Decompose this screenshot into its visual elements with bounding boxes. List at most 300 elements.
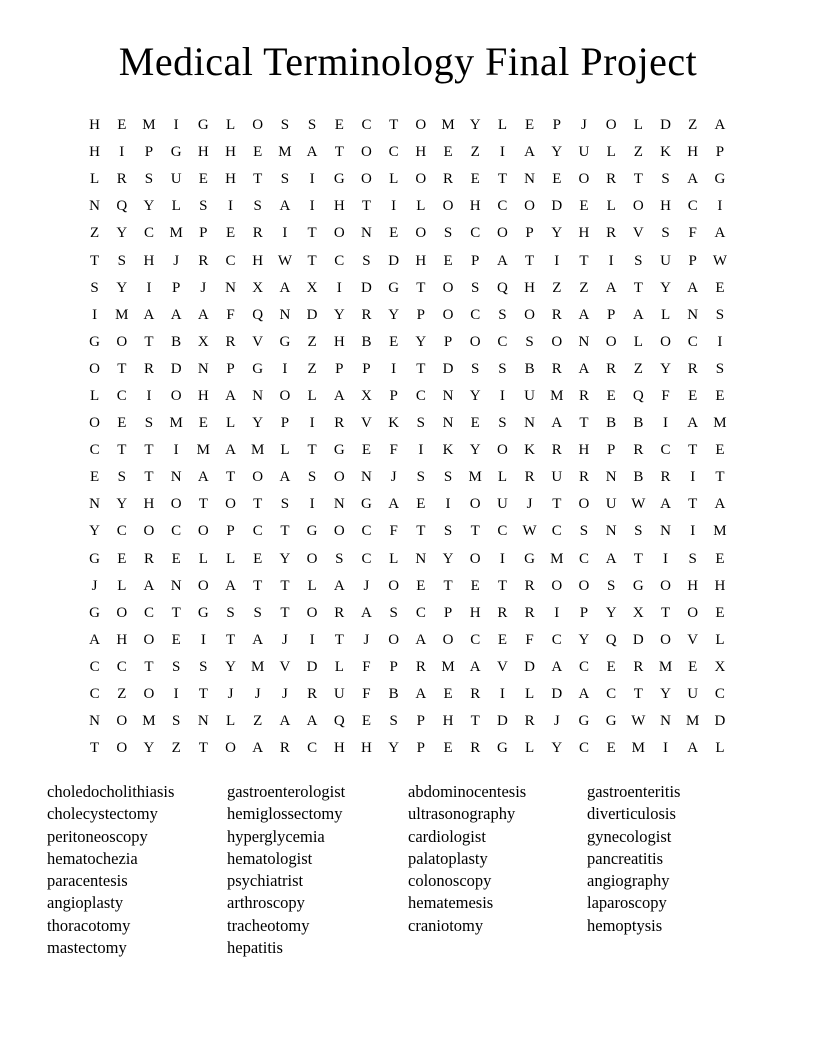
grid-letter: L [660, 306, 671, 323]
grid-letter: C [470, 225, 481, 242]
grid-letter: O [197, 577, 209, 594]
grid-letter: Y [551, 144, 563, 161]
grid-letter: Y [578, 631, 590, 648]
word-item: hemoptysis [587, 915, 663, 935]
grid-letter: I [200, 631, 206, 648]
grid-letter: Y [279, 550, 291, 567]
grid-letter: E [470, 171, 480, 188]
grid-letter: U [170, 171, 182, 188]
grid-letter: H [225, 144, 236, 161]
grid-letter: I [119, 144, 125, 161]
grid-letter: O [415, 225, 427, 242]
grid-letter: C [415, 604, 426, 621]
grid-letter: C [578, 550, 589, 567]
grid-letter: R [470, 686, 481, 703]
grid-letter: T [633, 171, 643, 188]
grid-letter: R [524, 713, 535, 730]
grid-letter: H [415, 144, 427, 161]
grid-letter: H [252, 252, 264, 269]
grid-letter: S [443, 469, 453, 486]
grid-letter: U [605, 496, 617, 513]
grid-letter: C [252, 523, 263, 540]
word-item: angioplasty [47, 893, 124, 913]
grid-letter: N [197, 360, 209, 377]
grid-letter: D [388, 252, 400, 269]
grid-letter: I [282, 360, 288, 377]
grid-letter: C [171, 523, 182, 540]
grid-letter: N [687, 306, 699, 323]
grid-letter: E [361, 442, 372, 459]
grid-letter: R [497, 604, 508, 621]
grid-letter: T [307, 252, 317, 269]
grid-letter: T [470, 713, 480, 730]
grid-letter: A [524, 144, 536, 161]
word-item: gastroenterologist [227, 782, 346, 801]
grid-letter: T [144, 469, 154, 486]
grid-letter: T [117, 360, 127, 377]
grid-letter: C [687, 333, 698, 350]
grid-letter: A [225, 387, 236, 404]
grid-letter: P [606, 442, 616, 459]
grid-letter: S [280, 117, 290, 134]
grid-letter: H [361, 740, 372, 757]
grid-letter: R [143, 550, 154, 567]
word-item: pancreatitis [587, 848, 664, 868]
grid-letter: F [362, 658, 371, 675]
grid-letter: I [554, 252, 560, 269]
grid-letter: S [90, 279, 99, 296]
grid-letter: E [117, 550, 127, 567]
grid-letter: H [197, 144, 209, 161]
grid-letter: C [497, 198, 508, 215]
grid-letter: S [634, 523, 643, 540]
grid-letter: I [554, 604, 560, 621]
word-item: abdominocentesis [408, 782, 527, 801]
grid-letter: I [282, 225, 288, 242]
grid-letter: T [280, 577, 290, 594]
grid-letter: D [632, 631, 644, 648]
grid-letter: R [307, 686, 318, 703]
grid-letter: B [388, 686, 399, 703]
grid-letter: X [361, 387, 372, 404]
grid-letter: O [388, 631, 400, 648]
grid-letter: R [633, 442, 644, 459]
grid-letter: R [578, 387, 589, 404]
grid-letter: O [225, 496, 236, 513]
grid-letter: Y [225, 658, 236, 675]
grid-letter: S [253, 198, 262, 215]
grid-letter: Y [116, 496, 128, 513]
grid-letter: S [498, 415, 507, 432]
grid-letter: J [254, 686, 261, 703]
grid-letter: S [688, 550, 697, 567]
grid-letter: H [714, 577, 726, 594]
grid-letter: Y [660, 686, 671, 703]
grid-letter: O [442, 631, 454, 648]
grid-letter: C [687, 198, 698, 215]
grid-letter: P [389, 658, 398, 675]
grid-letter: E [715, 550, 725, 567]
grid-letter: E [525, 117, 535, 134]
grid-letter: T [715, 469, 725, 486]
grid-letter: P [335, 360, 344, 377]
grid-letter: S [579, 523, 589, 540]
grid-letter: E [606, 740, 616, 757]
grid-letter: A [687, 279, 699, 296]
grid-letter: E [470, 415, 480, 432]
word-item: mastectomy [47, 938, 127, 958]
grid-letter: K [388, 415, 400, 432]
grid-letter: H [143, 496, 155, 513]
grid-letter: C [551, 631, 562, 648]
grid-letter: S [144, 171, 154, 188]
grid-letter: N [415, 550, 427, 567]
grid-letter: H [333, 333, 345, 350]
grid-letter: I [309, 631, 315, 648]
grid-letter: S [307, 117, 317, 134]
grid-letter: W [712, 252, 727, 269]
grid-letter: Z [117, 686, 127, 703]
grid-letter: O [551, 333, 563, 350]
grid-letter: V [252, 333, 264, 350]
grid-letter: N [170, 577, 182, 594]
grid-letter: P [525, 225, 534, 242]
grid-letter: A [225, 442, 236, 459]
grid-letter: J [553, 713, 560, 730]
grid-letter: O [333, 225, 345, 242]
grid-letter: L [497, 469, 507, 486]
grid-letter: L [171, 198, 181, 215]
grid-letter: R [143, 360, 154, 377]
grid-letter: I [690, 469, 696, 486]
grid-letter: P [471, 252, 480, 269]
grid-letter: L [225, 415, 236, 432]
grid-letter: O [551, 577, 563, 594]
grid-letter: R [279, 740, 290, 757]
grid-letter: Y [116, 225, 128, 242]
grid-letter: O [469, 550, 481, 567]
grid-letter: U [496, 496, 508, 513]
grid-letter: T [307, 225, 317, 242]
grid-letter: P [389, 387, 398, 404]
grid-letter: R [225, 333, 236, 350]
grid-letter: S [199, 658, 208, 675]
grid-letter: A [252, 631, 264, 648]
grid-letter: O [306, 550, 318, 567]
grid-letter: O [89, 415, 101, 432]
grid-letter: I [663, 415, 669, 432]
grid-letter: L [497, 117, 507, 134]
grid-letter: I [146, 279, 152, 296]
grid-letter: S [253, 604, 262, 621]
grid-letter: P [688, 252, 697, 269]
grid-letter: Y [660, 279, 671, 296]
grid-letter: D [496, 713, 508, 730]
grid-letter: P [144, 144, 154, 161]
grid-letter: L [606, 144, 616, 161]
grid-letter: S [416, 469, 426, 486]
grid-letter: G [524, 550, 536, 567]
grid-letter: R [415, 658, 426, 675]
grid-letter: I [418, 442, 424, 459]
word-item: gastroenteritis [587, 782, 681, 801]
grid-letter: L [416, 198, 426, 215]
grid-letter: H [197, 387, 209, 404]
grid-letter: A [333, 577, 345, 594]
grid-letter: T [144, 333, 154, 350]
grid-letter: O [660, 333, 671, 350]
grid-letter: L [198, 550, 208, 567]
grid-letter: N [660, 523, 671, 540]
grid-letter: S [144, 415, 154, 432]
grid-letter: A [89, 631, 101, 648]
word-item: gynecologist [587, 826, 672, 846]
grid-letter: O [660, 577, 671, 594]
grid-letter: G [89, 550, 101, 567]
grid-letter: H [578, 442, 590, 459]
grid-letter: O [306, 604, 318, 621]
grid-letter: J [390, 469, 397, 486]
word-list-column [408, 781, 526, 937]
grid-letter: R [578, 469, 589, 486]
grid-letter: T [579, 252, 589, 269]
grid-letter: G [252, 360, 264, 377]
word-item: cardiologist [408, 826, 486, 846]
grid-letter: O [143, 631, 155, 648]
grid-letter: O [225, 740, 236, 757]
word-item: hyperglycemia [227, 826, 325, 846]
grid-letter: M [196, 442, 211, 459]
grid-letter: C [361, 523, 372, 540]
grid-letter: G [361, 496, 372, 513]
grid-letter: A [714, 225, 726, 242]
grid-letter: N [524, 171, 536, 188]
grid-letter: T [552, 496, 562, 513]
grid-letter: M [686, 713, 700, 730]
grid-letter: E [334, 117, 344, 134]
grid-letter: N [89, 496, 101, 513]
grid-letter: O [578, 171, 590, 188]
grid-letter: R [606, 225, 617, 242]
grid-letter: T [280, 604, 290, 621]
grid-letter: E [443, 144, 453, 161]
grid-letter: G [333, 442, 345, 459]
grid-letter: O [333, 523, 345, 540]
grid-letter: N [170, 469, 182, 486]
grid-letter: B [524, 360, 535, 377]
grid-letter: V [496, 658, 508, 675]
grid-letter: Y [469, 387, 481, 404]
grid-letter: E [688, 387, 698, 404]
grid-letter: C [89, 658, 100, 675]
grid-letter: E [715, 279, 725, 296]
word-item: peritoneoscopy [47, 826, 148, 846]
grid-letter: S [606, 577, 616, 594]
grid-letter: I [663, 550, 669, 567]
grid-letter: O [252, 469, 264, 486]
grid-letter: T [253, 171, 263, 188]
grid-letter: O [116, 333, 128, 350]
grid-letter: X [714, 658, 726, 675]
grid-letter: M [115, 306, 129, 323]
grid-letter: I [717, 333, 723, 350]
grid-letter: G [632, 577, 644, 594]
grid-letter: H [469, 198, 481, 215]
grid-letter: A [279, 713, 291, 730]
grid-letter: S [226, 604, 235, 621]
page-title: Medical Terminology Final Project [118, 39, 698, 84]
word-item: craniotomy [408, 915, 484, 935]
grid-letter: C [497, 523, 508, 540]
grid-letter: E [361, 713, 372, 730]
grid-letter: D [714, 713, 726, 730]
grid-letter: O [660, 631, 671, 648]
grid-letter: O [469, 496, 481, 513]
grid-letter: D [442, 360, 454, 377]
grid-letter: A [714, 496, 726, 513]
grid-letter: U [660, 252, 671, 269]
grid-letter: L [225, 713, 236, 730]
grid-letter: S [171, 713, 181, 730]
grid-letter: H [524, 279, 536, 296]
grid-letter: J [200, 279, 207, 296]
grid-letter: A [306, 713, 318, 730]
grid-letter: J [281, 686, 288, 703]
grid-letter: E [198, 415, 208, 432]
grid-letter: Y [388, 306, 400, 323]
grid-letter: E [416, 496, 426, 513]
grid-letter: H [333, 740, 345, 757]
grid-letter: A [660, 496, 671, 513]
grid-letter: O [116, 713, 128, 730]
grid-letter: G [197, 117, 209, 134]
grid-letter: L [715, 631, 725, 648]
word-list-column [227, 781, 345, 959]
grid-letter: R [470, 740, 481, 757]
grid-letter: Y [388, 740, 400, 757]
grid-letter: O [632, 198, 644, 215]
grid-letter: P [280, 415, 290, 432]
grid-letter: T [579, 415, 589, 432]
word-item: diverticulosis [587, 804, 676, 824]
grid-letter: H [89, 117, 101, 134]
grid-letter: N [279, 306, 291, 323]
grid-letter: A [578, 360, 590, 377]
grid-letter: E [225, 225, 236, 242]
grid-letter: T [280, 523, 290, 540]
grid-letter: L [225, 117, 236, 134]
grid-letter: C [89, 686, 100, 703]
grid-letter: A [469, 658, 481, 675]
grid-letter: Z [579, 279, 589, 296]
grid-letter: N [660, 713, 671, 730]
word-item: arthroscopy [227, 893, 305, 913]
grid-letter: O [415, 171, 427, 188]
grid-letter: W [522, 523, 537, 540]
word-item: colonoscopy [408, 871, 492, 891]
grid-letter: A [687, 740, 699, 757]
word-item: ultrasonography [408, 804, 516, 824]
grid-letter: T [525, 252, 535, 269]
grid-letter: S [471, 279, 480, 296]
grid-letter: E [443, 252, 453, 269]
grid-letter: M [441, 117, 455, 134]
grid-letter: I [391, 360, 397, 377]
grid-letter: Y [469, 442, 481, 459]
grid-letter: Y [605, 604, 617, 621]
grid-letter: P [606, 306, 616, 323]
grid-letter: O [524, 306, 536, 323]
grid-letter: Z [171, 740, 181, 757]
grid-letter: C [116, 658, 127, 675]
grid-letter: U [578, 144, 590, 161]
grid-letter: R [660, 469, 671, 486]
grid-letter: A [252, 740, 264, 757]
grid-letter: G [496, 740, 508, 757]
grid-letter: F [688, 225, 697, 242]
grid-letter: Z [688, 117, 698, 134]
word-item: tracheotomy [227, 915, 310, 935]
grid-letter: R [551, 306, 562, 323]
grid-letter: S [389, 713, 398, 730]
grid-letter: M [169, 415, 183, 432]
grid-letter: J [91, 577, 98, 594]
grid-letter: I [228, 198, 234, 215]
grid-letter: N [225, 279, 236, 296]
grid-letter: C [470, 631, 481, 648]
grid-letter: J [363, 631, 370, 648]
grid-letter: I [717, 198, 723, 215]
grid-letter: G [388, 279, 400, 296]
grid-letter: M [658, 658, 673, 675]
grid-letter: B [171, 333, 182, 350]
grid-letter: I [499, 387, 505, 404]
grid-letter: C [470, 306, 481, 323]
grid-letter: O [687, 604, 699, 621]
word-item: choledocholithiasis [47, 782, 175, 801]
grid-letter: H [143, 252, 155, 269]
grid-letter: U [687, 686, 699, 703]
grid-letter: O [496, 225, 508, 242]
grid-letter: G [578, 713, 590, 730]
grid-letter: T [688, 442, 698, 459]
grid-letter: E [171, 550, 181, 567]
grid-letter: C [497, 333, 508, 350]
grid-letter: Z [633, 360, 643, 377]
grid-letter: Y [469, 117, 481, 134]
grid-letter: O [361, 144, 372, 161]
grid-letter: Z [307, 333, 317, 350]
grid-letter: C [388, 144, 399, 161]
grid-letter: R [606, 171, 617, 188]
grid-letter: H [89, 144, 101, 161]
grid-letter: O [143, 523, 155, 540]
grid-letter: R [551, 360, 562, 377]
grid-letter: X [306, 279, 318, 296]
grid-letter: N [361, 225, 372, 242]
grid-letter: Q [333, 713, 345, 730]
grid-letter: O [197, 523, 209, 540]
grid-letter: A [143, 306, 155, 323]
grid-letter: N [197, 713, 209, 730]
grid-letter: G [197, 604, 209, 621]
grid-letter: S [280, 496, 290, 513]
grid-letter: H [469, 604, 481, 621]
grid-letter: F [389, 523, 398, 540]
grid-letter: T [416, 279, 426, 296]
grid-letter: C [143, 225, 154, 242]
grid-letter: C [551, 523, 562, 540]
